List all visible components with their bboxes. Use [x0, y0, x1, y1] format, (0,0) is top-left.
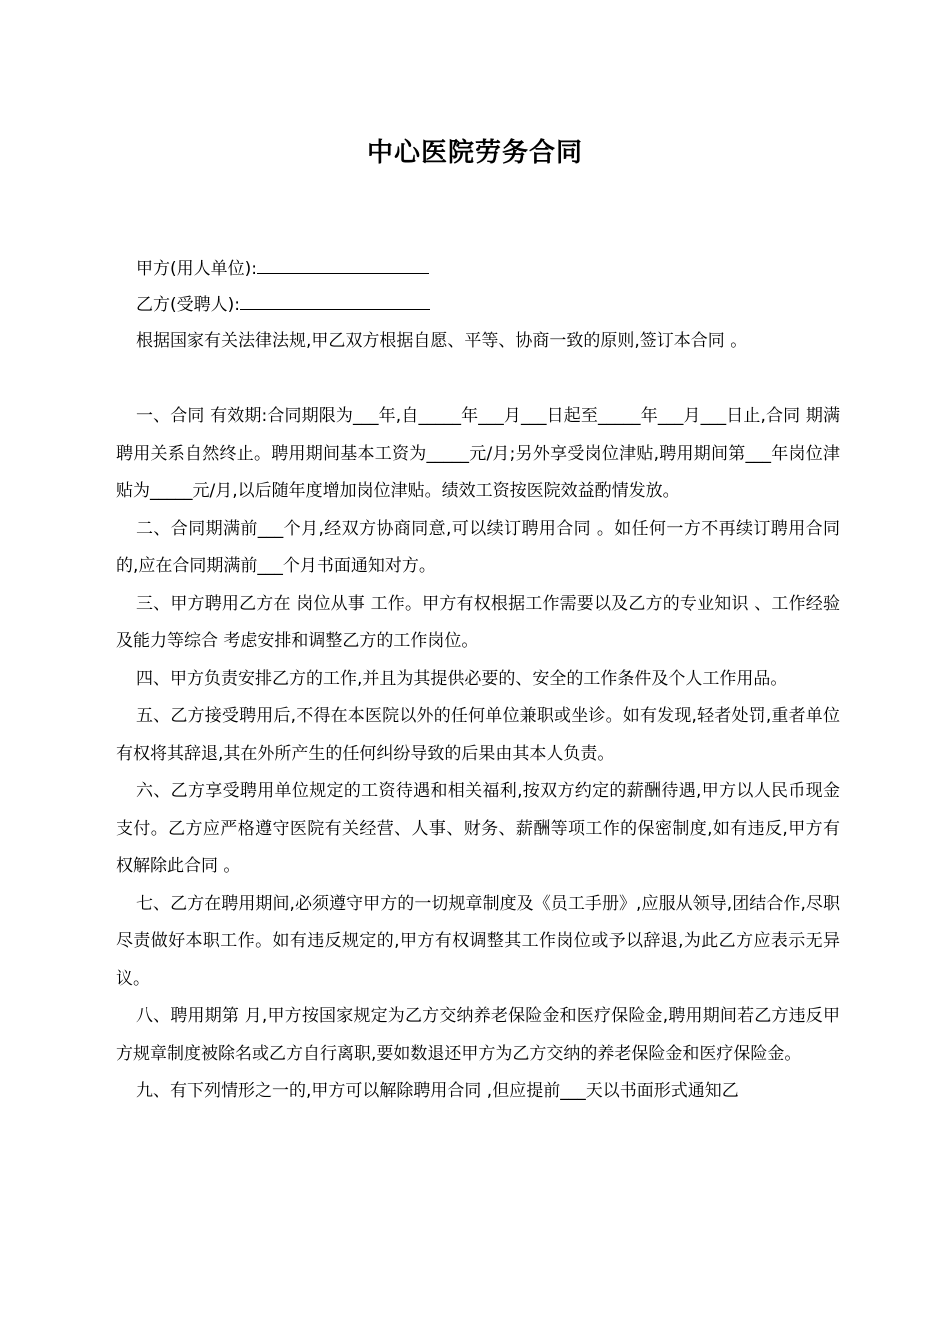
document-title: 中心医院劳务合同	[366, 138, 583, 168]
clause-5: 五、乙方接受聘用后,不得在本医院以外的任何单位兼职或坐诊。如有发现,轻者处罚,重者单位有权将其辞退,其在外所产生的任何纠纷导致的后果由其本人负责。	[116, 706, 840, 764]
party-a-line	[136, 254, 429, 279]
party-b-line	[136, 290, 430, 315]
party-b-label: 乙方(受聘人):	[136, 295, 240, 315]
clause-9: 九、有下列情形之一的,甲方可以解除聘用合同 ,但应提前___天以书面形式通知乙	[136, 1081, 739, 1101]
clause-1: 一、合同 有效期:合同期限为___年,自_____年___月___日起至_____年___月___日止,合同 期满聘用关系自然终止。聘用期间基本工资为_____元/月;另外享受岗位津贴,聘用期间第___年岗位津贴为_____元/月,以后随年度增加岗位津贴。绩效工资按医院效益酌情发放。	[116, 406, 840, 501]
clause-8: 八、聘用期第 月,甲方按国家规定为乙方交纳养老保险金和医疗保险金,聘用期间若乙方违反甲方规章制度被除名或乙方自行离职,要如数退还甲方为乙方交纳的养老保险金和医疗保险金。	[116, 1006, 840, 1064]
clause-6: 六、乙方享受聘用单位规定的工资待遇和相关福利,按双方约定的薪酬待遇,甲方以人民币现金支付。乙方应严格遵守医院有关经营、人事、财务、薪酬等项工作的保密制度,如有违反,甲方有权解除此合同 。	[116, 781, 840, 876]
party-a-blank	[257, 255, 429, 274]
clause-4: 四、甲方负责安排乙方的工作,并且为其提供必要的、安全的工作条件及个人工作用品。	[136, 668, 788, 689]
clauses-section	[116, 398, 840, 1111]
party-a-label: 甲方(用人单位):	[136, 259, 257, 279]
intro-paragraph: 根据国家有关法律法规,甲乙双方根据自愿、平等、协商一致的原则,签订本合同 。	[136, 331, 748, 351]
party-b-blank	[240, 291, 430, 310]
clause-7: 七、乙方在聘用期间,必须遵守甲方的一切规章制度及《员工手册》,应服从领导,团结合作,尽职尽责做好本职工作。如有违反规定的,甲方有权调整其工作岗位或予以辞退,为此乙方应表示无异议。	[116, 893, 840, 989]
clause-2: 二、合同期满前___个月,经双方协商同意,可以续订聘用合同 。如任何一方不再续订聘用合同的,应在合同期满前___个月书面通知对方。	[116, 518, 840, 576]
clause-3: 三、甲方聘用乙方在 岗位从事 工作。甲方有权根据工作需要以及乙方的专业知识 、工作经验及能力等综合 考虑安排和调整乙方的工作岗位。	[116, 593, 840, 651]
